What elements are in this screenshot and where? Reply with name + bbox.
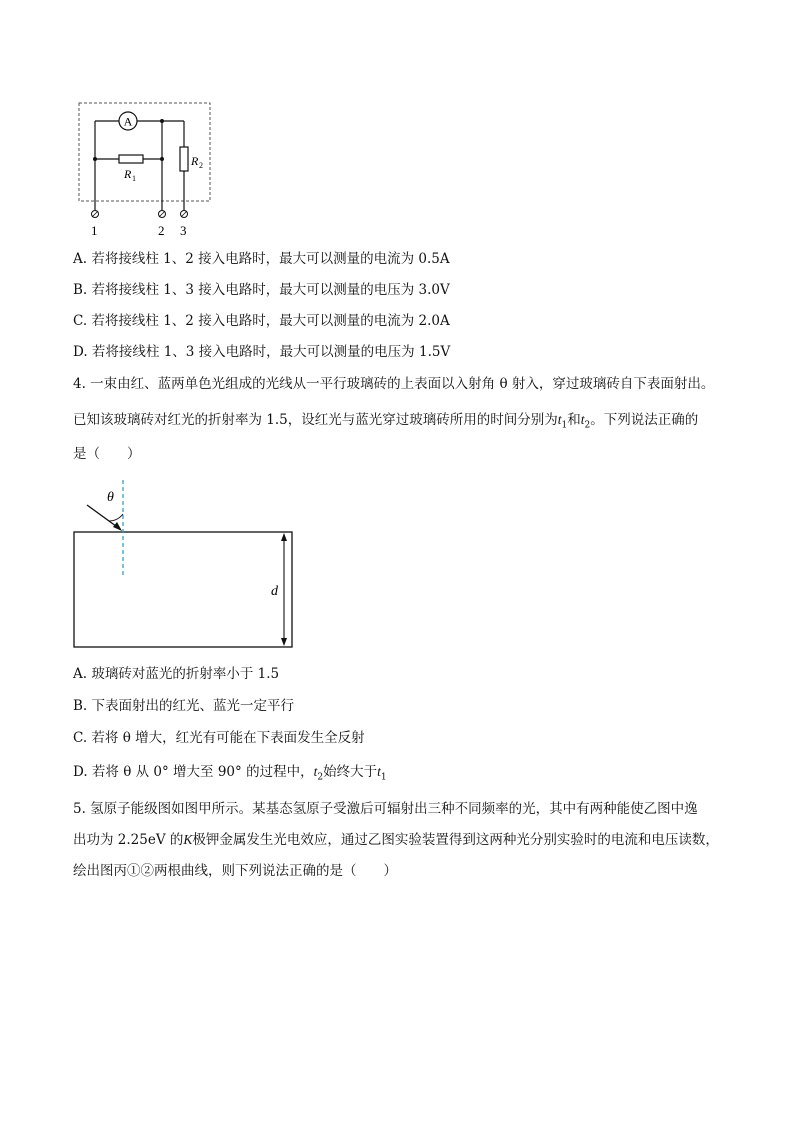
terminal-1-label: 1 [91,223,98,238]
q3-option-b: B. 若将接线柱 1、3 接入电路时，最大可以测量的电压为 3.0V [73,282,450,298]
terminal-3-label: 3 [180,223,187,238]
q3-option-d: D. 若将接线柱 1、3 接入电路时，最大可以测量的电压为 1.5V [73,344,451,360]
q5-stem-line2: 出功为 2.25eV 的K极钾金属发生光电效应，通过乙图实验装置得到这两种光分别实验时的电流和电压读数， [73,832,719,848]
r1-label: R [124,167,132,181]
q4-stem-line3: 是（ ） [73,446,141,462]
glass-slab [74,532,292,647]
q5-stem-line3: 绘出图丙①②两根曲线，则下列说法正确的是（ ） [73,863,397,879]
terminal-2-label: 2 [158,223,165,238]
resistor-r1-icon [119,155,143,163]
q3-option-c: C. 若将接线柱 1、2 接入电路时，最大可以测量的电流为 2.0A [73,313,450,329]
theta-label: θ [107,490,114,505]
incident-arrow-icon [113,522,122,531]
q5-stem-line1: 5. 氢原子能级图如图甲所示。某基态氢原子受激后可辐射出三种不同频率的光，其中有两种能使乙图中逸 [73,801,698,817]
q4-option-b: B. 下表面射出的红光、蓝光一定平行 [73,698,295,714]
q4-option-d: D. 若将 θ 从 0° 增大至 90° 的过程中，$t_2$始终大于$t_1$ [73,764,387,783]
resistor-r2-icon [180,147,188,171]
q3-option-a: A. 若将接线柱 1、2 接入电路时，最大可以测量的电流为 0.5A [73,251,450,267]
thickness-label: d [271,584,278,599]
theta-arc [109,514,123,521]
r1-sub: 1 [132,174,136,183]
r2-label: R [191,154,199,168]
r2-sub: 2 [199,161,203,170]
ammeter-label: A [123,114,133,129]
q4-stem-line2: 已知该玻璃砖对红光的折射率为 1.5，设红光与蓝光穿过玻璃砖所用的时间分别为$t_1$和$t_2$。下列说法正确的 [73,412,699,431]
q4-option-c: C. 若将 θ 增大，红光有可能在下表面发生全反射 [73,730,365,746]
q4-option-a: A. 玻璃砖对蓝光的折射率小于 1.5 [73,666,280,682]
q4-stem-line1: 4. 一束由红、蓝两单色光组成的光线从一平行玻璃砖的上表面以入射角 θ 射入，穿过玻璃砖自下表面射出。 [73,376,715,392]
circuit-boundary [79,103,210,201]
